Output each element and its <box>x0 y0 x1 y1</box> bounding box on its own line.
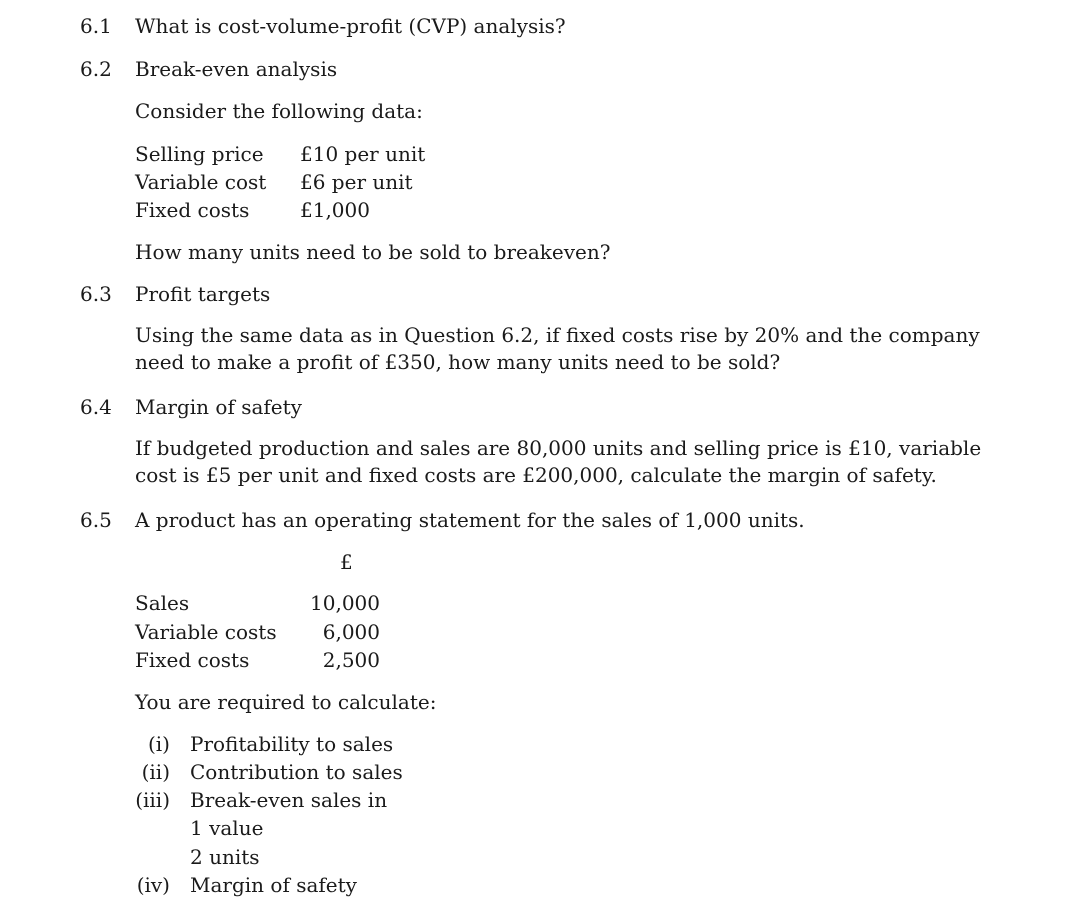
section-title: Margin of safety <box>135 395 302 419</box>
data-value: £10 per unit <box>300 142 426 166</box>
sub-item-text: 2 units <box>190 845 260 869</box>
item-number: (ii) <box>141 760 170 784</box>
data-value: 10,000 <box>310 591 380 615</box>
question-text: Using the same data as in Question 6.2, if fixed costs rise by 20% and the company need to make a profit of £350, how many units need to be sold? <box>135 323 980 374</box>
data-value: 2,500 <box>322 648 380 672</box>
item-number: (iii) <box>135 788 170 812</box>
required-text: You are required to calculate: <box>135 690 437 714</box>
data-label: Fixed costs <box>135 648 250 672</box>
question-text: What is cost-volume-profit (CVP) analysis? <box>135 14 566 38</box>
question-number: 6.1 <box>80 14 112 38</box>
currency-header: £ <box>340 550 353 574</box>
section-title: Profit targets <box>135 282 271 306</box>
question-number: 6.3 <box>80 282 112 306</box>
data-label: Fixed costs <box>135 198 250 222</box>
data-value: £1,000 <box>300 198 370 222</box>
item-text: Profitability to sales <box>190 732 394 756</box>
intro-text: Consider the following data: <box>135 99 423 123</box>
data-value: £6 per unit <box>300 170 413 194</box>
question-number: 6.4 <box>80 395 112 419</box>
item-number: (iv) <box>136 873 170 897</box>
question-text: If budgeted production and sales are 80,000 units and selling price is £10, variable cost is £5 per unit and fixed costs are £200,000, calculate the margin of safety. <box>135 436 982 487</box>
sub-item-text: 1 value <box>190 816 264 840</box>
item-number: (i) <box>147 732 170 756</box>
question-text: A product has an operating statement for the sales of 1,000 units. <box>135 508 805 532</box>
data-label: Selling price <box>135 142 264 166</box>
item-text: Contribution to sales <box>190 760 403 784</box>
question-number: 6.2 <box>80 57 112 81</box>
section-title: Break-even analysis <box>135 57 338 81</box>
question-number: 6.5 <box>80 508 112 532</box>
data-label: Variable costs <box>135 620 277 644</box>
data-value: 6,000 <box>322 620 380 644</box>
data-label: Variable cost <box>135 170 267 194</box>
item-text: Break-even sales in <box>190 788 388 812</box>
question-text: How many units need to be sold to breakeven? <box>135 240 611 264</box>
item-text: Margin of safety <box>190 873 357 897</box>
data-label: Sales <box>135 591 190 615</box>
